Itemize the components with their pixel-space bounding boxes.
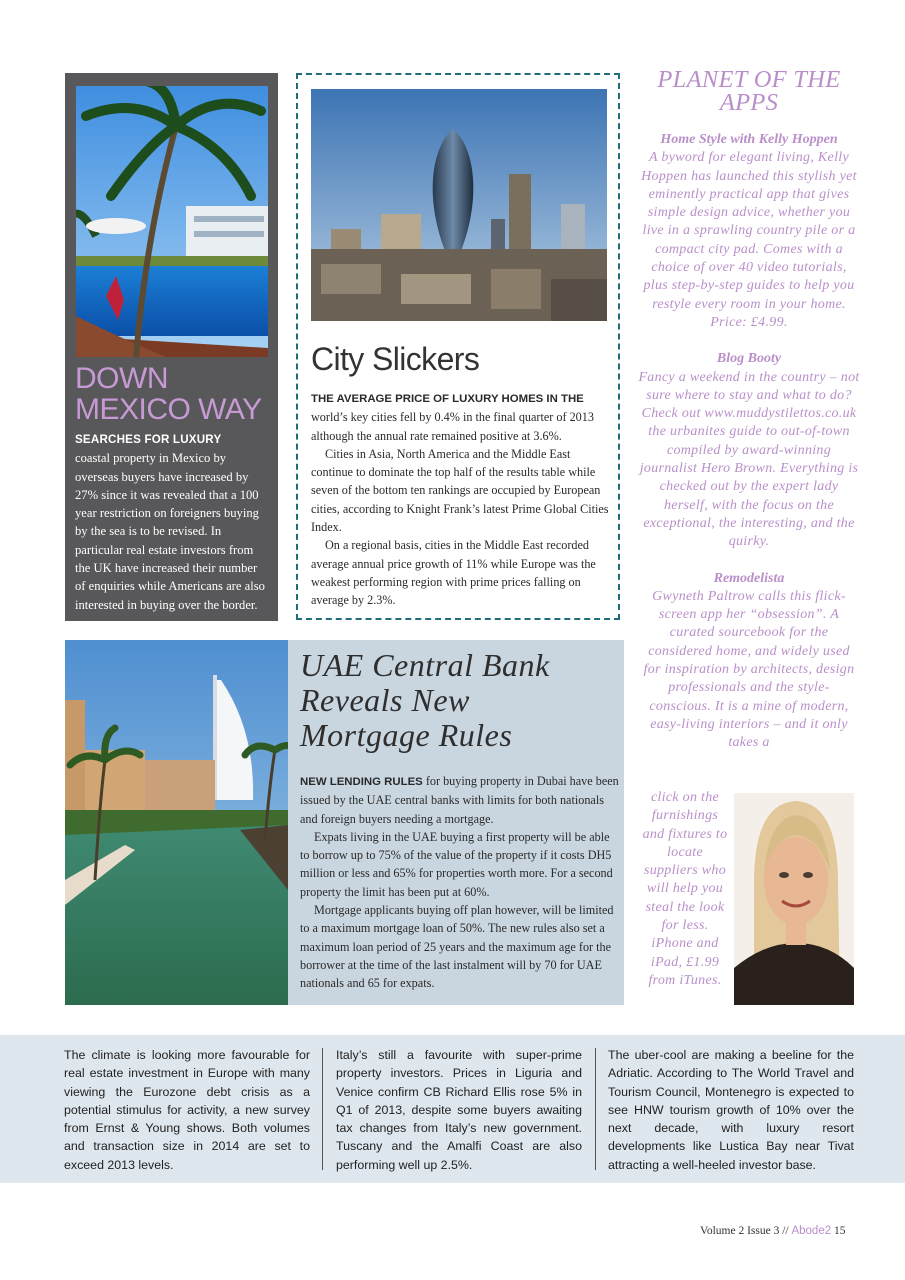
- mexico-title-line1: DOWN: [75, 362, 168, 395]
- uae-body: [300, 772, 620, 993]
- city-body: [311, 389, 611, 610]
- city-paragraph-3: On a regional basis, cities in the Middle East recorded average annual price growth of 11% while Europe was the weakest performing region with prime prices falling on average by 2.3%.: [311, 538, 596, 608]
- news-band: [0, 1035, 905, 1183]
- city-title: City Slickers: [311, 341, 480, 377]
- column-divider: [322, 1048, 323, 1170]
- uae-title-line3: Mortgage Rules: [300, 717, 513, 753]
- app-text-home-style: A byword for elegant living, Kelly Hoppen has launched this stylish yet eminently practical app that gives simple design advice, whether you live in a sprawling country pile or a compact city pad. Comes with a choice of over 40 video tutorials, plus step-by-step guides to help you restyle every room in your home. Price: £4.99.: [641, 150, 857, 330]
- uae-paragraph-2: Expats living in the UAE buying a first property will be able to borrow up to 75% of the value of the property if it costs DH5 million or less and 65% for properties worth more. For a second property the limit has been put at 60%.: [300, 829, 613, 899]
- page-footer: [700, 1225, 846, 1237]
- app-text-remodelista-continued: click on the furnishings and fixtures to locate suppliers who will help you steal the look for less. iPhone and iPad, £1.99 from iTunes.: [642, 790, 728, 988]
- resort-pool-photo: [76, 86, 268, 357]
- app-text-remodelista: Gwyneth Paltrow calls this flick-screen app her “obsession”. A curated sourcebook for the considered home, and widely used for inspiration by architects, design professionals and the style-conscious. It is a mine of modern, easy-living interiors – and it only takes a: [643, 588, 855, 751]
- mexico-body: [75, 430, 269, 614]
- page-number: 15: [834, 1225, 846, 1237]
- uae-title-line1: UAE Central Bank: [300, 647, 550, 683]
- uae-title-line2: Reveals New: [300, 682, 470, 718]
- mexico-title: [75, 363, 275, 425]
- app-heading-remodelista: Remodelista: [713, 570, 785, 586]
- issue-label: Volume 2 Issue 3 //: [700, 1225, 789, 1237]
- uae-p1-text: for buying property in Dubai have been issued by the UAE central banks with limits for both nationals and foreign buyers needing a mortgage.: [300, 774, 619, 826]
- news-montenegro: The uber-cool are making a beeline for the Adriatic. According to The World Travel and Tourism Council, Montenegro is expected to see HNW tourism growth of 10% over the next decade, with luxury resort developments like Lustica Bay near Tivat attracting a well-heeled investor base.: [608, 1048, 854, 1172]
- magazine-name: Abode2: [791, 1225, 832, 1237]
- news-italy: Italy’s still a favourite with super-prime property investors. Prices in Liguria and Venice confirm CB Richard Ellis rose 5% in Q1 of 2013, despite some buyers awaiting tax changes from Italy’s new government. Tuscany and the Amalfi Coast are also performing well up 2.5%.: [336, 1048, 582, 1172]
- mexico-body-text: coastal property in Mexico by overseas buyers have increased by 27% since it was revealed that a 100 year restriction on foreigners buying by the sea is to be revised. In particular real estate investors from the UK have increased their number of enquiries while Americans are also interested in buying over the border.: [75, 451, 265, 612]
- apps-title-line1: PLANET OF THE: [657, 66, 841, 93]
- app-text-blog-booty: Fancy a weekend in the country – not sure where to stay and what to do? Check out www.muddystilettos.co.uk the urbanites guide to out-of-town compiled by award-winning journalist Hero Brown. Everything is checked out by the expert lady herself, with the focus on the exceptional, the interesting, and the quirky.: [638, 369, 860, 550]
- city-p1-text: world’s key cities fell by 0.4% in the final quarter of 2013 although the annual rate remained positive at 3.6%.: [311, 410, 594, 443]
- uae-paragraph-3: Mortgage applicants buying off plan however, will be limited to a maximum mortgage loan of 50%. The new rules also set a maximum loan period of 25 years and the maximum age for the borrower at the time of the last instalment will by 70 for UAE nationals and 65 for expats.: [300, 903, 614, 991]
- mexico-panel: [65, 73, 278, 621]
- dubai-canal-photo: [65, 640, 288, 1005]
- uae-lead: NEW LENDING RULES: [300, 776, 423, 788]
- column-divider: [595, 1048, 596, 1170]
- city-lead: THE AVERAGE PRICE OF LUXURY HOMES IN THE: [311, 393, 584, 405]
- uae-paragraph-1: [300, 772, 620, 828]
- apps-title-line2: APPS: [719, 89, 779, 116]
- apps-title: [638, 68, 860, 114]
- city-paragraph-2: Cities in Asia, North America and the Middle East continue to dominate the top half of the results table while seven of the bottom ten rankings are occupied by European cities, according to Knight Frank’s latest Prime Global Cities Index.: [311, 446, 609, 535]
- news-europe: The climate is looking more favourable for real estate investment in Europe with many viewing the Eurozone debt crisis as a potential stimulus for activity, a new survey from Ernst & Young shows. Both volumes and transaction size in 2014 are set to exceed 2013 levels.: [64, 1048, 310, 1172]
- app-heading-home-style: Home Style with Kelly Hoppen: [660, 132, 838, 147]
- app-heading-blog-booty: Blog Booty: [716, 351, 782, 367]
- london-skyline-photo: [311, 89, 607, 321]
- gwyneth-portrait-photo: [734, 793, 854, 1005]
- city-slickers-box: [296, 73, 620, 620]
- mexico-title-line2: MEXICO WAY: [75, 393, 262, 426]
- uae-title: [300, 648, 620, 753]
- uae-article-box: [288, 640, 624, 1005]
- city-paragraph-1: [311, 389, 611, 445]
- planet-of-the-apps: [638, 68, 860, 753]
- mexico-lead: SEARCHES FOR LUXURY: [75, 433, 222, 446]
